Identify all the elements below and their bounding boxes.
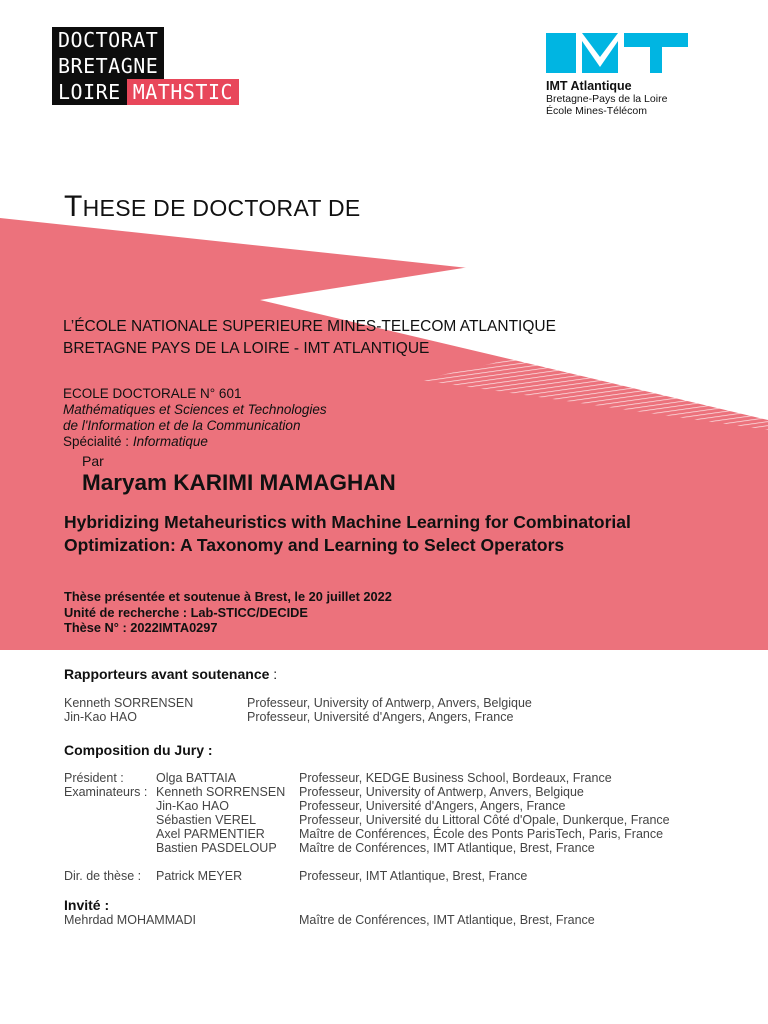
jury-role: Examinateurs : bbox=[64, 785, 148, 799]
rapporteur-affiliation: Professeur, Université d'Angers, Angers, France bbox=[247, 710, 514, 724]
school-block bbox=[63, 316, 556, 360]
rapporteurs-heading-text: Rapporteurs avant soutenance bbox=[64, 666, 270, 682]
thesis-title-line-1: Hybridizing Metaheuristics with Machine Learning for Combinatorial bbox=[64, 512, 631, 532]
defense-date: Thèse présentée et soutenue à Brest, le 20 juillet 2022 bbox=[64, 589, 392, 604]
jury-name: Olga BATTAIA bbox=[156, 771, 237, 785]
logo-text-loire: LOIRE bbox=[52, 79, 127, 105]
imt-sub-2: École Mines-Télécom bbox=[546, 105, 647, 117]
invite-affiliation: Maître de Conférences, IMT Atlantique, Brest, France bbox=[299, 913, 595, 927]
doctorat-logo bbox=[52, 27, 239, 105]
thesis-title-line-2: Optimization: A Taxonomy and Learning to Select Operators bbox=[64, 535, 565, 555]
invite-heading: Invité : bbox=[64, 897, 110, 913]
imt-sub-1: Bretagne-Pays de la Loire bbox=[546, 93, 668, 105]
director-name: Patrick MEYER bbox=[156, 869, 243, 883]
title-rest: HESE DE DOCTORAT DE bbox=[82, 195, 361, 221]
school-line-2: BRETAGNE PAYS DE LA LOIRE - IMT ATLANTIQUE bbox=[63, 340, 430, 357]
defense-info bbox=[64, 589, 392, 636]
speciality-value: Informatique bbox=[132, 434, 208, 449]
logo-text-doctorat: DOCTORAT bbox=[52, 27, 164, 53]
ecole-line-1: ECOLE DOCTORALE N° 601 bbox=[63, 386, 242, 401]
imt-name: IMT Atlantique bbox=[546, 79, 632, 93]
rapporteur-affiliation: Professeur, University of Antwerp, Anvers, Belgique bbox=[247, 696, 532, 710]
jury-affiliation: Maître de Conférences, École des Ponts ParisTech, Paris, France bbox=[299, 827, 664, 841]
jury-affiliation: Maître de Conférences, IMT Atlantique, Brest, France bbox=[299, 841, 595, 855]
page-title bbox=[64, 190, 361, 224]
imt-atlantique-logo bbox=[546, 33, 696, 117]
jury-role: Président : bbox=[64, 771, 124, 785]
school-line-1: L’ÉCOLE NATIONALE SUPERIEURE MINES-TELECOM ATLANTIQUE bbox=[63, 318, 556, 335]
jury-name: Bastien PASDELOUP bbox=[156, 841, 277, 855]
jury-affiliation: Professeur, University of Antwerp, Anvers, Belgique bbox=[299, 785, 584, 799]
jury-affiliation: Professeur, KEDGE Business School, Bordeaux, France bbox=[299, 771, 612, 785]
thesis-number: Thèse N° : 2022IMTA0297 bbox=[64, 620, 218, 635]
ecole-line-2: Mathématiques et Sciences et Technologies bbox=[63, 402, 327, 417]
rapporteur-name: Kenneth SORRENSEN bbox=[64, 696, 194, 710]
rapporteurs-heading bbox=[64, 666, 277, 682]
imt-mark-icon bbox=[546, 33, 688, 73]
research-unit: Unité de recherche : Lab-STICC/DECIDE bbox=[64, 604, 308, 620]
jury-name: Kenneth SORRENSEN bbox=[156, 785, 286, 799]
rapporteur-name: Jin-Kao HAO bbox=[64, 710, 137, 724]
author-name: Maryam KARIMI MAMAGHAN bbox=[82, 470, 396, 495]
doctoral-school bbox=[63, 386, 327, 450]
ecole-line-3: de l'Information et de la Communication bbox=[63, 418, 301, 433]
director-affiliation: Professeur, IMT Atlantique, Brest, France bbox=[299, 869, 528, 883]
jury-name: Sébastien VEREL bbox=[156, 813, 257, 827]
par-label: Par bbox=[82, 453, 104, 469]
logo-text-bretagne: BRETAGNE bbox=[52, 53, 164, 79]
jury-name: Jin-Kao HAO bbox=[156, 799, 229, 813]
director-role: Dir. de thèse : bbox=[64, 869, 142, 883]
thesis-title bbox=[64, 511, 754, 557]
jury-heading: Composition du Jury : bbox=[64, 742, 213, 758]
jury-affiliation: Professeur, Université du Littoral Côté d'Opale, Dunkerque, France bbox=[299, 813, 670, 827]
invite-name: Mehrdad MOHAMMADI bbox=[64, 913, 196, 927]
speciality-label: Spécialité : bbox=[63, 434, 130, 449]
jury-affiliation: Professeur, Université d'Angers, Angers, France bbox=[299, 799, 566, 813]
logo-text-mathstic: MATHSTIC bbox=[127, 79, 239, 105]
title-initial: T bbox=[64, 190, 83, 223]
jury-name: Axel PARMENTIER bbox=[156, 827, 265, 841]
rapporteurs-colon: : bbox=[269, 666, 278, 682]
